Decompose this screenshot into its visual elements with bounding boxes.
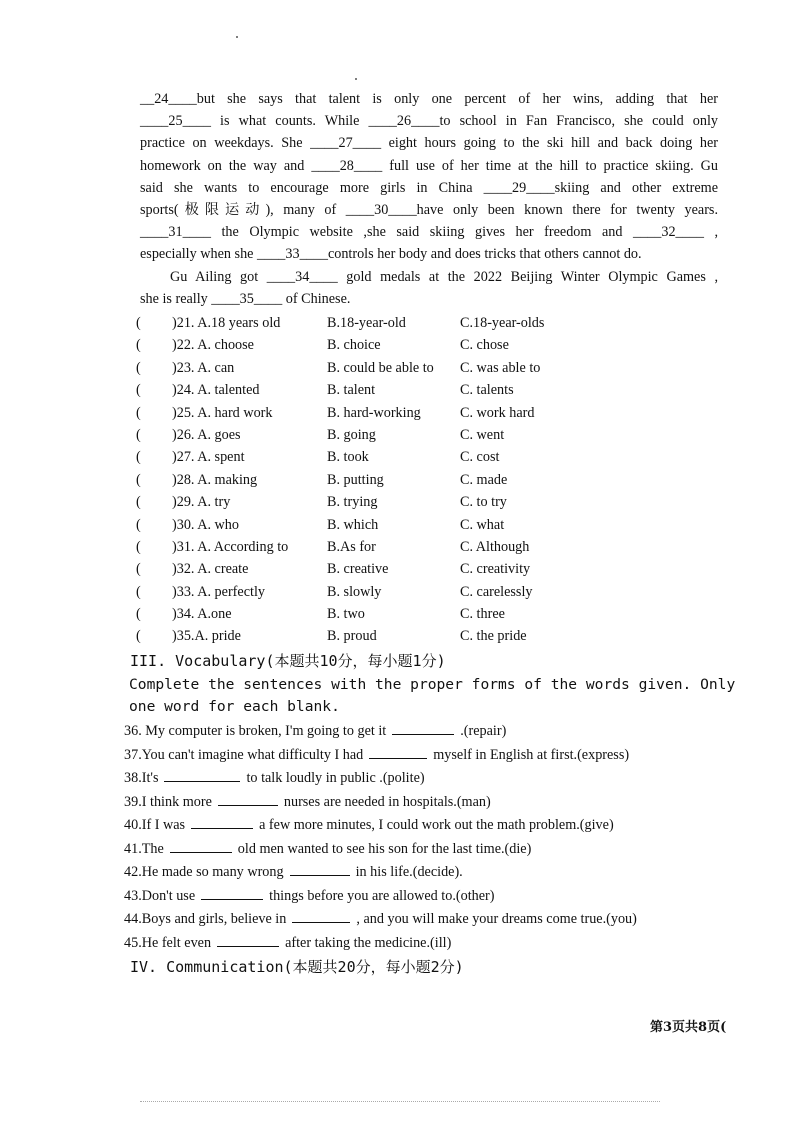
option-row <box>130 469 730 491</box>
option-c: C. talents <box>460 382 514 399</box>
question-text: 41.The <box>124 840 164 857</box>
option-b: B. trying <box>327 494 378 511</box>
question-hint: .(repair) <box>460 723 507 739</box>
question-text: 40.If I was <box>124 817 186 833</box>
option-b: B. talent <box>327 382 376 399</box>
option-b: B. two <box>327 606 365 623</box>
option-row <box>130 424 730 446</box>
section-iii-heading: III. Vocabulary(本题共10分，每小题1分) <box>130 652 446 670</box>
question-hint: a few more minutes, I could work out the math problem.(give) <box>259 817 614 833</box>
option-b: B. putting <box>327 471 384 488</box>
answer-paren[interactable]: ( <box>136 606 141 623</box>
option-c: C. to try <box>460 494 507 511</box>
question-text: 38.It's <box>124 770 159 786</box>
option-c: C. work hard <box>460 404 535 421</box>
answer-blank[interactable] <box>369 746 427 759</box>
answer-paren[interactable]: ( <box>136 516 141 533</box>
answer-paren[interactable]: ( <box>136 426 141 443</box>
question-text: 42.He made so many wrong <box>124 864 284 880</box>
passage-line: practice on weekdays. She ____27____ eight hours going to the ski hill and back doing her <box>140 135 718 152</box>
option-c: C. chose <box>460 337 509 354</box>
option-a: )27. A. spent <box>172 449 245 466</box>
reading-passage <box>140 88 718 310</box>
option-row <box>130 312 730 334</box>
answer-paren[interactable]: ( <box>136 315 141 331</box>
option-row <box>130 581 730 603</box>
answer-paren[interactable]: ( <box>136 359 141 376</box>
passage-line: she is really ____35____ of Chinese. <box>140 290 351 307</box>
option-b: B. slowly <box>327 583 382 600</box>
question-hint: nurses are needed in hospitals.(man) <box>283 793 491 810</box>
passage-line: especially when she ____33____controls her body and does tricks that others cannot do. <box>140 246 642 263</box>
option-c: C. three <box>460 606 505 623</box>
option-a: )24. A. talented <box>172 382 260 399</box>
option-b: B.As for <box>327 538 376 555</box>
question-text: 36. My computer is broken, I'm going to get it <box>124 723 387 739</box>
answer-paren[interactable]: ( <box>136 583 141 600</box>
option-a: )26. A. goes <box>172 426 241 443</box>
question-text: 43.Don't use <box>124 887 196 904</box>
option-a: )31. A. According to <box>172 538 289 555</box>
option-row <box>130 625 730 647</box>
vocab-question <box>124 908 724 932</box>
vocab-question <box>124 720 724 744</box>
instruction-line: Complete the sentences with the proper forms of the words given. Only <box>129 676 736 693</box>
option-row <box>130 334 730 356</box>
answer-blank[interactable] <box>170 840 232 853</box>
passage-line: ____31____ the Olympic website ,she said skiing gives her freedom and ____32____ , <box>140 224 718 241</box>
answer-blank[interactable] <box>292 910 350 923</box>
option-a: )23. A. can <box>172 359 235 376</box>
passage-line: ____25____ is what counts. While ____26____to school in Fan Francisco, she could only <box>140 113 718 130</box>
option-c: C. made <box>460 471 508 488</box>
passage-line: said she wants to encourage more girls in China ____29____skiing and other extreme <box>140 179 718 196</box>
option-a: )30. A. who <box>172 516 239 533</box>
answer-blank[interactable] <box>201 887 263 900</box>
option-b: B. which <box>327 516 379 533</box>
section-iii-instructions <box>129 674 736 718</box>
answer-paren[interactable]: ( <box>136 404 141 421</box>
option-a: )35.A. pride <box>172 628 241 645</box>
vocab-question <box>124 814 724 838</box>
option-a: )32. A. create <box>172 561 249 578</box>
option-c: C. creativity <box>460 561 531 578</box>
answer-paren[interactable]: ( <box>136 382 141 399</box>
vocab-question <box>124 861 724 885</box>
vocab-question <box>124 744 724 768</box>
option-b: B.18-year-old <box>327 315 406 331</box>
vocab-question <box>124 767 724 791</box>
vocab-question <box>124 932 724 956</box>
page-number: 第3页共8页( <box>650 1020 727 1035</box>
option-c: C. Although <box>460 538 530 555</box>
answer-blank[interactable] <box>217 934 279 947</box>
option-a: )33. A. perfectly <box>172 583 265 600</box>
answer-blank[interactable] <box>290 863 350 876</box>
question-hint: , and you will make your dreams come true.(you) <box>356 911 637 927</box>
option-a: )21. A.18 years old <box>172 315 281 331</box>
option-b: B. hard-working <box>327 404 421 421</box>
option-row <box>130 402 730 424</box>
option-c: C. carelessly <box>460 583 533 600</box>
option-c: C.18-year-olds <box>460 315 545 331</box>
scan-artifact-line <box>140 1100 660 1102</box>
question-text: 44.Boys and girls, believe in <box>124 911 287 927</box>
option-row <box>130 558 730 580</box>
option-c: C. cost <box>460 449 500 466</box>
answer-blank[interactable] <box>191 816 253 829</box>
option-row <box>130 446 730 468</box>
option-row <box>130 603 730 625</box>
answer-paren[interactable]: ( <box>136 449 141 466</box>
question-hint: after taking the medicine.(ill) <box>285 934 452 951</box>
option-a: )25. A. hard work <box>172 404 273 421</box>
option-a: )28. A. making <box>172 471 258 488</box>
multiple-choice-options <box>130 312 730 648</box>
question-hint: in his life.(decide). <box>355 864 463 880</box>
section-iv-heading: IV. Communication(本题共20分，每小题2分) <box>130 958 464 976</box>
answer-blank[interactable] <box>218 793 278 806</box>
answer-blank[interactable] <box>392 722 454 735</box>
option-b: B. choice <box>327 337 381 354</box>
question-hint: myself in English at first.(express) <box>433 746 630 763</box>
option-row <box>130 491 730 513</box>
question-text: 39.I think more <box>124 793 212 810</box>
option-b: B. going <box>327 426 376 443</box>
passage-line: homework on the way and ____28____ full use of her time at the hill to practice skiing. Gu <box>140 157 718 174</box>
answer-paren[interactable]: ( <box>136 471 141 488</box>
option-a: )29. A. try <box>172 494 231 511</box>
answer-paren[interactable]: ( <box>136 494 141 511</box>
option-a: )22. A. choose <box>172 337 254 354</box>
vocab-question <box>124 791 724 815</box>
option-row <box>130 514 730 536</box>
question-text: 37.You can't imagine what difficulty I had <box>124 746 364 763</box>
option-c: C. the pride <box>460 628 527 645</box>
passage-line: Gu Ailing got ____34____ gold medals at the 2022 Beijing Winter Olympic Games , <box>170 268 718 285</box>
answer-paren[interactable]: ( <box>136 561 141 578</box>
question-text: 45.He felt even <box>124 934 212 951</box>
option-c: C. went <box>460 426 505 443</box>
option-row <box>130 536 730 558</box>
option-c: C. was able to <box>460 359 541 376</box>
option-b: B. creative <box>327 561 389 578</box>
option-row <box>130 379 730 401</box>
question-hint: things before you are allowed to.(other) <box>269 887 495 904</box>
vocab-question <box>124 885 724 909</box>
option-b: B. proud <box>327 628 377 645</box>
option-row <box>130 357 730 379</box>
vocab-question <box>124 838 724 862</box>
option-c: C. what <box>460 516 505 533</box>
option-b: B. took <box>327 449 369 466</box>
option-b: B. could be able to <box>327 359 434 376</box>
passage-line: sports(极限运动), many of ____30____have only been known there for twenty years. <box>140 201 718 218</box>
vocabulary-questions <box>124 720 724 955</box>
answer-paren[interactable]: ( <box>136 538 141 555</box>
question-hint: old men wanted to see his son for the last time.(die) <box>237 840 532 857</box>
answer-paren[interactable]: ( <box>136 628 141 645</box>
scan-speck <box>236 36 238 38</box>
scan-speck <box>355 78 357 80</box>
option-a: )34. A.one <box>172 606 232 623</box>
question-hint: to talk loudly in public .(polite) <box>246 770 425 786</box>
instruction-line: one word for each blank. <box>129 698 340 715</box>
answer-paren[interactable]: ( <box>136 337 141 354</box>
passage-line: __24____but she says that talent is only one percent of her wins, adding that her <box>140 91 718 107</box>
answer-blank[interactable] <box>164 769 240 782</box>
